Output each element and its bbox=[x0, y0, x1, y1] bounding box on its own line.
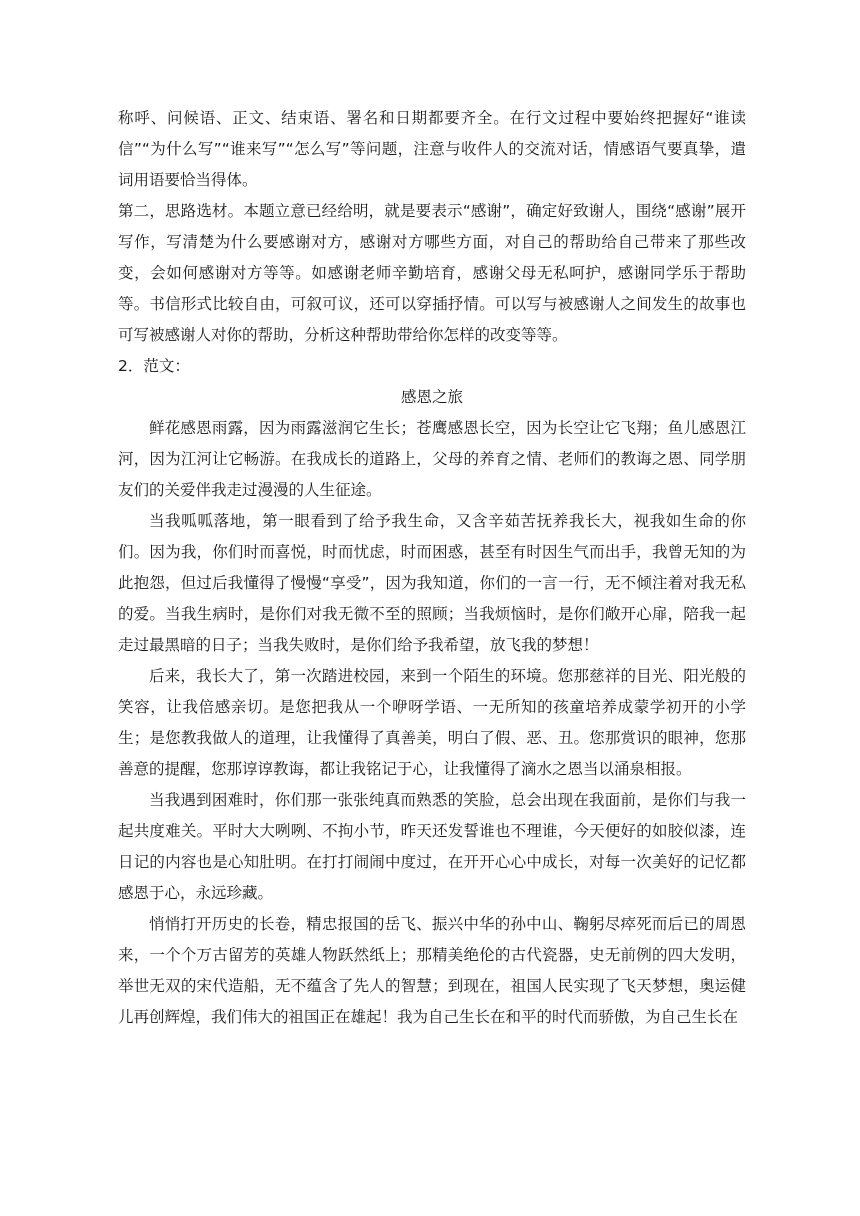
essay-paragraph-5: 悄悄打开历史的长卷，精忠报国的岳飞、振兴中华的孙中山、鞠躬尽瘁死而后已的周恩来，一个个万古留芳的英雄人物跃然纸上；那精美绝伦的古代瓷器，史无前例的四大发明，举世无双的宋代造船，无不蕴含了先人的智慧；到现在，祖国人民实现了飞天梦想，奥运健儿再创辉煌，我们伟大的祖国正在雄起！我为自己生长在和平的时代而骄傲，为自己生长在 bbox=[118, 915, 746, 1026]
essay-paragraph-4: 当我遇到困难时，你们那一张张纯真而熟悉的笑脸，总会出现在我面前，是你们与我一起共度难关。平时大大咧咧、不拘小节，昨天还发誓谁也不理谁，今天便好的如胶似漆，连日记的内容也是心知肚明。在打打闹闹中度过，在开开心心中成长，对每一次美好的记忆都感恩于心，永远珍藏。 bbox=[118, 791, 746, 902]
section-label: 2．范文： bbox=[118, 357, 190, 375]
essay-title: 感恩之旅 bbox=[400, 388, 463, 406]
essay-paragraph-2: 当我呱呱落地，第一眼看到了给予我生命，又含辛茹苦抚养我长大，视我如生命的你们。因为我，你们时而喜悦，时而忧虑，时而困惑，甚至有时因生气而出手，我曾无知的为此抱怨，但过后我懂得了慢慢“享受”，因为我知道，你们的一言一行，无不倾注着对我无私的爱。当我生病时，是你们对我无微不至的照顾；当我烦恼时，是你们敞开心扉，陪我一起走过最黑暗的日子；当我失败时，是你们给予我希望，放飞我的梦想！ bbox=[118, 512, 746, 654]
intro-paragraph-2: 第二，思路选材。本题立意已经给明，就是要表示“感谢”，确定好致谢人，围绕“感谢”展开写作，写清楚为什么要感谢对方，感谢对方哪些方面，对自己的帮助给自己带来了那些改变，会如何感谢对方等等。如感谢老师辛勤培育，感谢父母无私呵护，感谢同学乐于帮助等。书信形式比较自由，可叙可议，还可以穿插抒情。可以写与被感谢人之间发生的故事也可写被感谢人对你的帮助，分析这种帮助带给你怎样的改变等等。 bbox=[118, 202, 746, 344]
essay-paragraph-1: 鲜花感恩雨露，因为雨露滋润它生长；苍鹰感恩长空，因为长空让它飞翔；鱼儿感恩江河，因为江河让它畅游。在我成长的道路上，父母的养育之情、老师们的教诲之恩、同学朋友们的关爱伴我走过漫漫的人生征途。 bbox=[118, 419, 746, 499]
essay-paragraph-3: 后来，我长大了，第一次踏进校园，来到一个陌生的环境。您那慈祥的目光、阳光般的笑容，让我倍感亲切。是您把我从一个咿呀学语、一无所知的孩童培养成蒙学初开的小学生；是您教我做人的道理，让我懂得了真善美，明白了假、恶、丑。您那赏识的眼神，您那善意的提醒，您那谆谆教诲，都让我铭记于心，让我懂得了滴水之恩当以涌泉相报。 bbox=[118, 667, 746, 778]
document-page bbox=[118, 103, 746, 1033]
intro-paragraph-1: 称呼、问候语、正文、结束语、署名和日期都要齐全。在行文过程中要始终把握好“谁读信”“为什么写”“谁来写”“怎么写”等问题，注意与收件人的交流对话，情感语气要真挚，遣词用语要恰当得体。 bbox=[118, 109, 746, 189]
